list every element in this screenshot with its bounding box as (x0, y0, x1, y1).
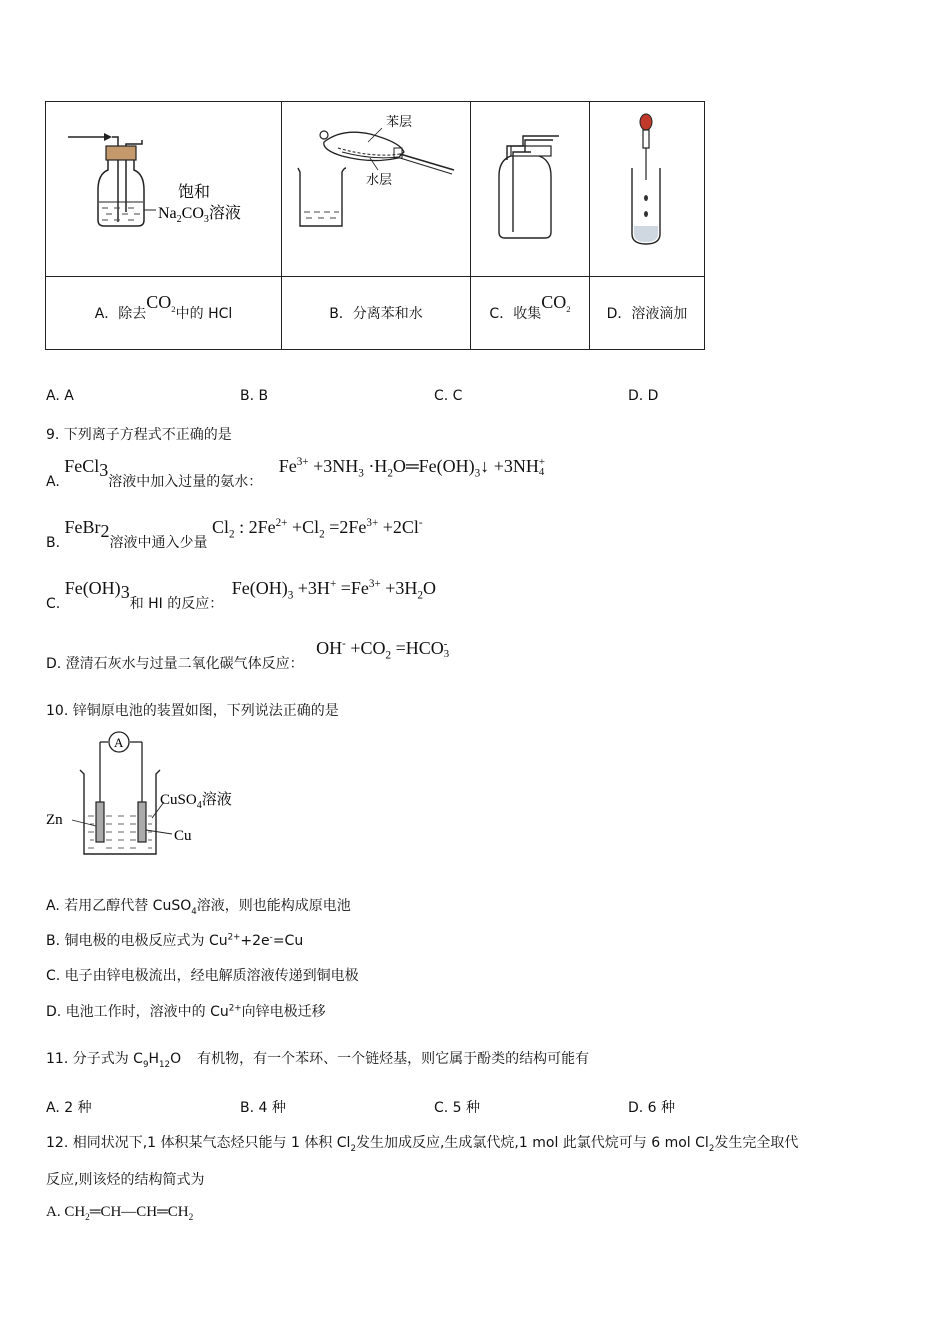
galvanic-cell-figure (44, 730, 264, 860)
q9-b-equation: $Cl_2$ : $2Fe^{2+} +Cl_2 =2Fe^{3+} +2Cl^-$ (211, 517, 423, 541)
ammeter-label: A (114, 735, 124, 750)
q11-option-a[interactable]: A. 2 种 (46, 1100, 92, 1116)
separatory-funnel-figure (282, 102, 470, 272)
q8-option-b[interactable]: B. B (240, 388, 269, 404)
q9-option-b[interactable]: B. FeBr$_2$溶液中通入少量 $Cl_2$ : $2Fe^{2+} +Cl_2 =2Fe^{3+} +2Cl^-$ (46, 517, 423, 551)
figure-cell-c (471, 102, 590, 277)
q9-option-a[interactable]: A. FeCl$_3$溶液中加入过量的氨水： $Fe^{3+} +3NH_3$ $\cdot H_2O═Fe(OH)_3↓ +3NH$ + 4 (46, 456, 545, 490)
label-water-layer: 水层 (366, 173, 393, 188)
q10-stem: 10. 锌铜原电池的装置如图，下列说法正确的是 (46, 703, 339, 719)
q9-a-equation: $Fe^{3+} +3NH_3$ $\cdot H_2O═Fe(OH)_3↓ +3NH$ + 4 (278, 456, 545, 480)
zn-label: Zn (46, 812, 63, 828)
gas-collecting-bottle-figure (471, 102, 589, 272)
caption-a: A．除去$CO_2$中的 HCl (46, 277, 282, 350)
cuso4-label: CuSO (160, 792, 197, 808)
figure-cell-d (590, 102, 705, 277)
q11-option-d[interactable]: D. 6 种 (628, 1100, 676, 1116)
label-saturated: 饱和 (178, 184, 211, 201)
q11-stem: 11. 分子式为 $C_9H_{12}O$ 有机物，有一个苯环、一个链烃基，则它属于酚类的结构可能有 (46, 1051, 590, 1070)
q10-option-b[interactable]: B. 铜电极的电极反应式为 $Cu^{2+}+2e^-=Cu$ (46, 932, 304, 949)
copper-electrode (138, 802, 146, 842)
figure-cell-a (46, 102, 282, 277)
label-benzene-layer: 苯层 (386, 115, 413, 130)
caption-c: C．收集$CO_2$ (471, 277, 590, 350)
svg-text:CuSO4溶液: CuSO$_4$溶液 (160, 792, 232, 811)
q8-option-c[interactable]: C. C (434, 388, 463, 404)
q12-stem-line2: 反应,则该烃的结构简式为 (46, 1172, 205, 1188)
q9-d-equation: $OH^- +CO_2 =HCO$ - 3 (316, 638, 450, 662)
q10-option-c[interactable]: C. 电子由锌电极流出，经电解质溶液传递到铜电极 (46, 968, 359, 984)
q8-option-d[interactable]: D. D (628, 388, 659, 404)
label-na: Na (158, 205, 177, 222)
experiment-table (45, 101, 705, 350)
figure-cell-b (282, 102, 471, 277)
q11-option-b[interactable]: B. 4 种 (240, 1100, 286, 1116)
gas-washing-bottle-figure (46, 102, 281, 272)
caption-d: D．溶液滴加 (590, 277, 705, 350)
dropper-test-tube-figure (590, 102, 704, 272)
q9-option-c[interactable]: C. $Fe(OH)_3$和 HI 的反应： $Fe(OH)_3 +3H^+ =Fe^{3+} +3H_2O$ (46, 578, 436, 612)
q12-option-a[interactable]: A. $CH_2═CH—CH═CH_2$ (46, 1204, 194, 1223)
caption-b: B．分离苯和水 (282, 277, 471, 350)
q9-c-equation: $Fe(OH)_3 +3H^+ =Fe^{3+} +3H_2O$ (231, 578, 436, 602)
q11-option-c[interactable]: C. 5 种 (434, 1100, 481, 1116)
zinc-electrode (96, 802, 104, 842)
q9-option-d[interactable]: D. 澄清石灰水与过量二氧化碳气体反应： $OH^- +CO_2 =HCO$ - 3 (46, 638, 450, 672)
q10-option-d[interactable]: D. 电池工作时，溶液中的 $Cu^{2+}$向锌电极迁移 (46, 1003, 326, 1020)
svg-text:Na2CO3溶液: $Na_2CO_3$溶液 (158, 205, 241, 225)
q9-stem: 9. 下列离子方程式不正确的是 (46, 427, 232, 443)
q8-option-a[interactable]: A. A (46, 388, 74, 404)
q10-option-a[interactable]: A. 若用乙醇代替 CuSO$_4$溶液，则也能构成原电池 (46, 898, 351, 917)
q12-stem-line1: 12. 相同状况下,1 体积某气态烃只能与 1 体积 $Cl_2$发生加成反应,生成氯代烷,1 mol 此氯代烷可与 6 mol $Cl_2$发生完全取代 (46, 1135, 799, 1154)
cu-label: Cu (174, 828, 192, 844)
